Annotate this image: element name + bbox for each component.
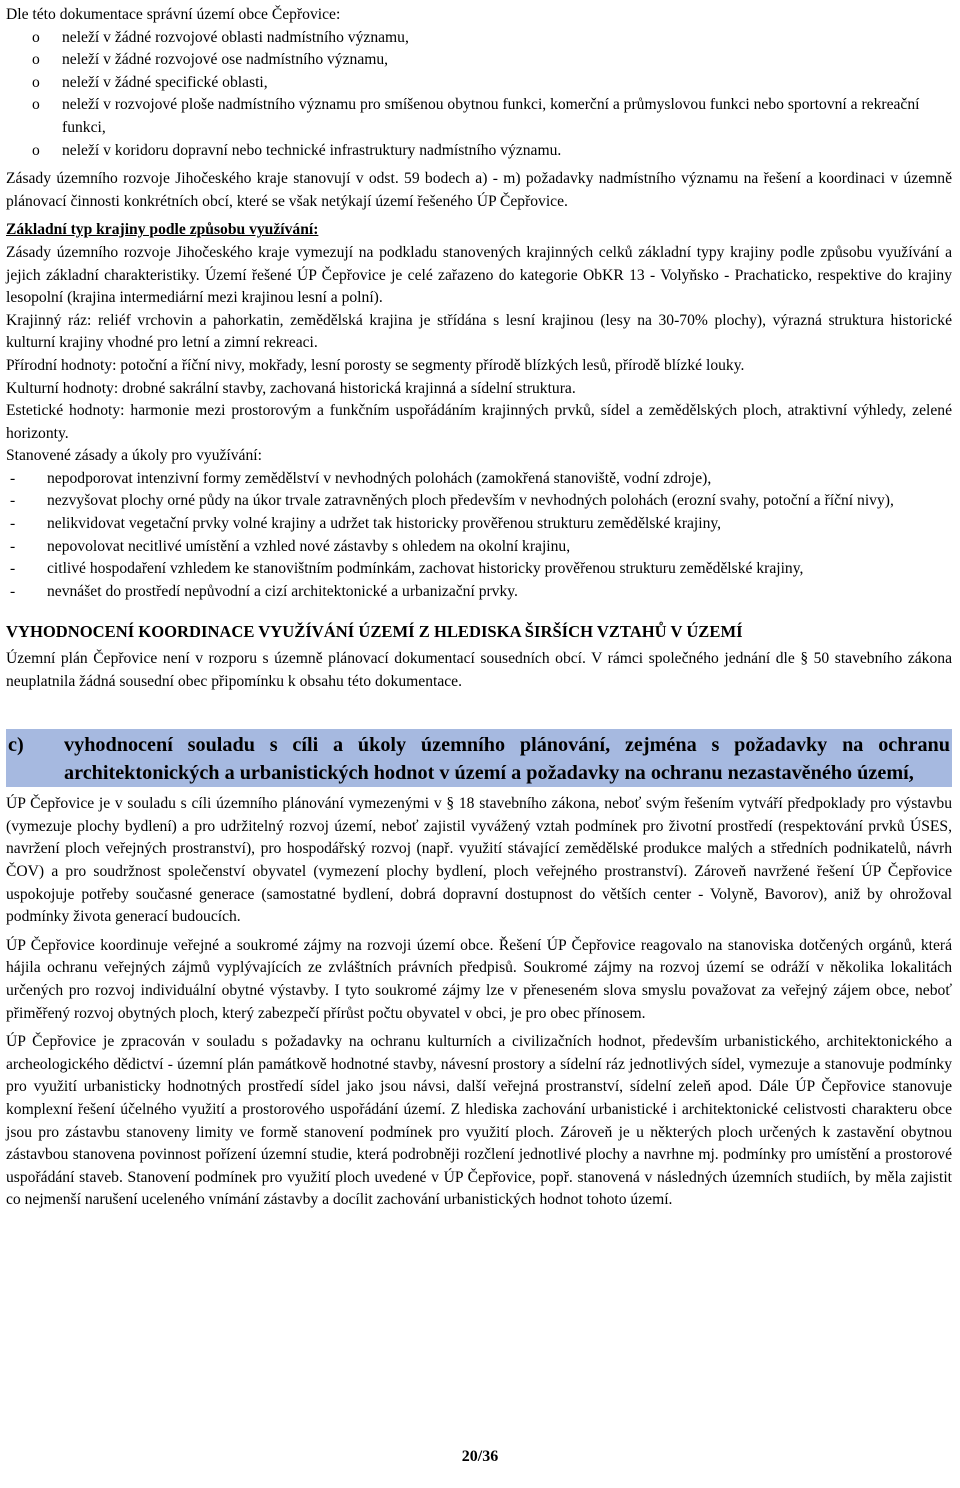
page-number: 20/36 (461, 1448, 499, 1465)
bullet-marker: o (32, 28, 40, 46)
zasady-lead: Stanovené zásady a úkoly pro využívání: (6, 447, 262, 465)
dash-marker: - (10, 537, 16, 555)
esteticke-hodnoty-paragraph: Estetické hodnoty: harmonie mezi prostorovým a funkčním uspořádáním krajinných prvků, sídel a zemědělských ploch, atraktivní výhledy, zelené horizonty. (6, 402, 952, 442)
intro-lead: Dle této dokumentace správní území obce Čepřovice: (6, 6, 341, 23)
list-item: o neleží v žádné specifické oblasti, (6, 72, 952, 95)
hodnoty-paragraph: ÚP Čepřovice je zpracován v souladu s požadavky na ochranu kulturních a civilizačních hodnot, především urbanistického, architektonického a archeologického dědictví - územní plán památkově hodnotné stavby, návesní prostory a sídelní ráz jednotlivých sídel, vymezuje a stanovuje podmínky pro využití urbanisticky hodnotných prostředí sídel jako jsou návsi, další veřejná prostranství, sídelní zeleň apod. Dále ÚP Čepřovice stanovuje komplexní řešení účelného využití a prostorového uspořádání území. Z hlediska zachování urbanistické i architektonické celistvosti charakteru obce jsou pro zástavbu stanoveny limity ve formě stanovení podmínek pro využití ploch. Zároveň je u některých ploch určených k zastavění obytnou zástavbou stanovena povinnost pořízení územní studie, která podrobněji rozčlení jednotlivé plochy a navrhne mj. podmínky pro umístění a prostorové uspořádání staveb. Stanovení podmínek pro využití ploch uvedené v ÚP Čepřovice, popř. stanovená v následných územních studiích, by měla zajistit co nejmenší narušení uceleného vnímání zástavby a docílit zachování urbanistických hodnot tohoto území. (6, 1033, 952, 1209)
list-item: - nevnášet do prostředí nepůvodní a cizí architektonické a urbanizační prvky. (6, 581, 952, 604)
koordinace-heading: VYHODNOCENÍ KOORDINACE VYUŽÍVÁNÍ ÚZEMÍ Z HLEDISKA ŠIRŠÍCH VZTAHŮ V ÚZEMÍ (6, 622, 743, 642)
kulturni-hodnoty-paragraph: Kulturní hodnoty: drobné sakrální stavby, zachovaná historická krajinná a sídelní struktura. (6, 379, 576, 397)
list-item: - nezvyšovat plochy orné půdy na úkor trvale zatravněných ploch především v nevhodných polohách (erozní svahy, potoční a říční nivy), (6, 490, 952, 513)
krajina-heading: Základní typ krajiny podle způsobu využívání: (6, 221, 319, 239)
koordinace-paragraph: Územní plán Čepřovice není v rozporu s územně plánovací dokumentací sousedních obcí. V rámci společného jednání dle § 50 stavebního zákona neuplatnila žádná sousední obec připomínku k obsahu této dokumentace. (6, 650, 952, 690)
krajinny-raz-paragraph: Krajinný ráz: reliéf vrchovin a pahorkatin, zemědělská krajina je střídána s lesní krajinou (lesy na 30-70% plochy), výrazná struktura historické kulturní krajiny vhodné pro letní a zimní rekreaci. (6, 311, 952, 352)
dash-marker: - (10, 492, 16, 510)
list-item: - nepodporovat intenzivní formy zemědělství v nevhodných polohách (zamokřená stanoviště, vodní zdroje), (6, 468, 952, 491)
section-c-heading (6, 729, 952, 787)
dash-marker: - (10, 560, 16, 578)
zajmy-paragraph: ÚP Čepřovice koordinuje veřejné a soukromé zájmy na rozvoji území obce. Řešení ÚP Čepřovice reagovalo na stanoviska dotčených orgánů, která hájila ochranu veřejných zájmů vyplývajících ze zvláštních právních předpisů. Soukromé zájmy na rozvoj území se odráží v několika lokalitách určených pro rozvoj individuální obytné výstavby. I tyto soukromé zájmy lze v přeneseném slova smyslu považovat za veřejný zájem obce, neboť přiměřený rozvoj obytných ploch, který zabezpečí přírůst počtu obyvatel v obci, je pro obec přínosem. (6, 936, 952, 1022)
prirodni-hodnoty-paragraph: Přírodní hodnoty: potoční a říční nivy, mokřady, lesní porosty se segmenty přírodě blízkých lesů, přírodě blízké louky. (6, 356, 745, 374)
list-item: o neleží v žádné rozvojové ose nadmístního významu, (6, 49, 952, 72)
list-item: o neleží v rozvojové ploše nadmístního významu pro smíšenou obytnou funkci, komerční a průmyslovou funkci nebo sportovní a rekreační funkci, (32, 96, 920, 136)
dash-marker: - (10, 582, 16, 600)
soulad-paragraph: ÚP Čepřovice je v souladu s cíli územního plánování vymezenými v § 18 stavebního zákona, neboť svým řešením vytváří předpoklady pro výstavbu (vymezuje plochy bydlení) a pro udržitelný rozvoj území, neboť zajistil vyvážený vztah podmínek pro životní prostředí (respektování prvků ÚSES, navržení ploch veřejných prostranství), pro hospodářský rozvoj (např. využití stávající zemědělské produkce malých a středních podnikatelů, návrh ČOV) a pro soudržnost společenství obyvatel (vymezení plochy bydlení, ploch veřejného prostranství). Zároveň navržené řešení ÚP Čepřovice uspokojuje potřeby současné generace (samostatné bydlení, dobrá dopravní dostupnost do větších center - Volyně, Bavorov), aniž by ohrožoval podmínky života generací budoucích. (6, 795, 952, 926)
intro-list (6, 27, 952, 163)
bullet-marker: o (32, 141, 40, 159)
zasady-list (6, 468, 952, 604)
document-page (6, 4, 952, 1212)
dash-marker: - (10, 515, 16, 533)
list-item: - nelikvidovat vegetační prvky volné krajiny a udržet tak historicky prověřenou strukturu zemědělské krajiny, (6, 513, 952, 536)
section-title: vyhodnocení souladu s cíli a úkoly územního plánování, zejména s požadavky na ochranu architektonických a urbanistických hodnot v území a požadavky na ochranu nezastavěného území, (64, 734, 950, 785)
bullet-marker: o (32, 73, 40, 91)
dash-marker: - (10, 469, 16, 487)
section-letter: c) (8, 734, 24, 757)
bullet-marker: o (32, 96, 40, 114)
list-item: o neleží v žádné rozvojové oblasti nadmístního významu, (6, 27, 952, 50)
list-item: o neleží v koridoru dopravní nebo technické infrastruktury nadmístního významu. (6, 140, 952, 163)
zasady-paragraph: Zásady územního rozvoje Jihočeského kraje stanovují v odst. 59 bodech a) - m) požadavky nadmístního významu na řešení a koordinaci v územně plánovací činnosti konkrétních obcí, které se však netýkají území řešeného ÚP Čepřovice. (6, 170, 952, 210)
krajina-paragraph: Zásady územního rozvoje Jihočeského kraje vymezují na podkladu stanovených krajinných celků základní typy krajiny podle způsobu využívání a jejich základní charakteristiky. Území řešené ÚP Čepřovice je celé zařazeno do kategorie ObKR 13 - Volyňsko - Prachaticko, respektive do krajiny lesopolní (krajina intermediární mezi krajinou lesní a polní). (6, 243, 952, 307)
list-item: - citlivé hospodaření vzhledem ke stanovištním podmínkám, zachovat historicky prověřenou strukturu zemědělské krajiny, (6, 558, 952, 581)
bullet-marker: o (32, 51, 40, 69)
list-item: - nepovolovat necitlivé umístění a vzhled nové zástavby s ohledem na okolní krajinu, (6, 536, 952, 559)
